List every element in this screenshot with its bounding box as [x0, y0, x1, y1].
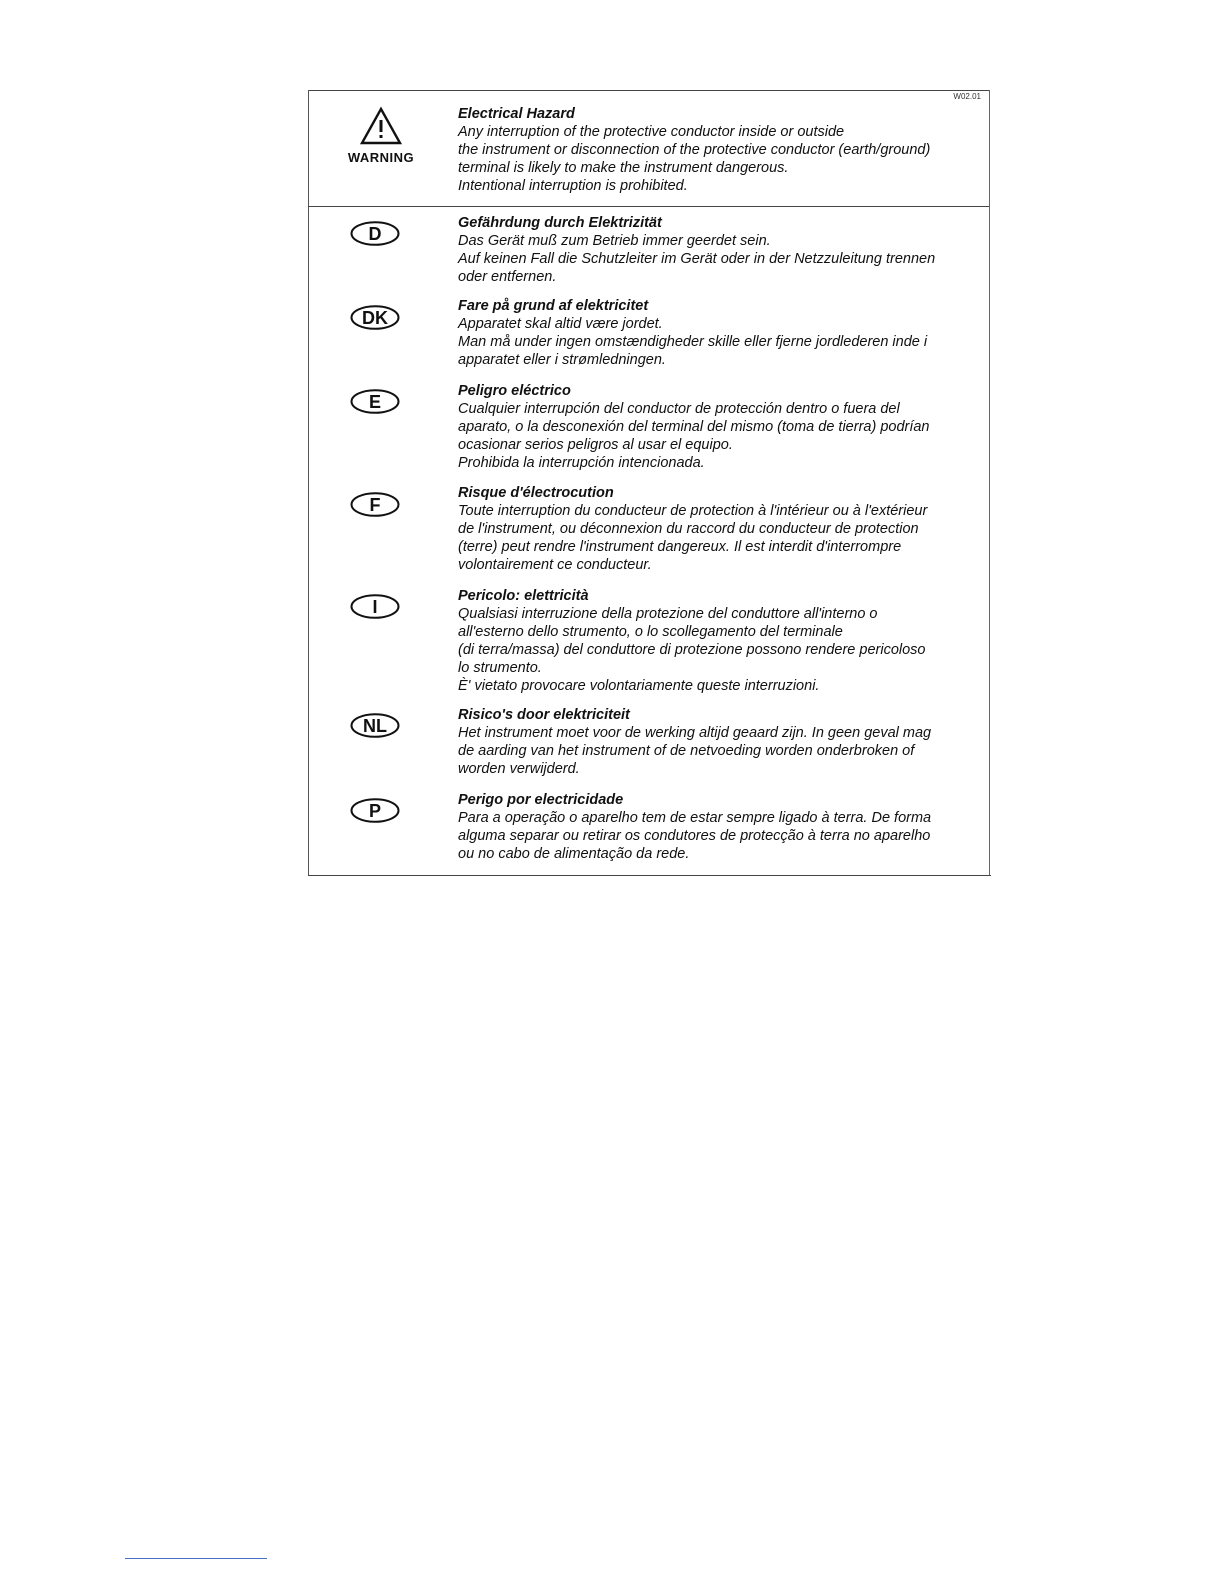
frame-bottom-rule	[308, 875, 991, 876]
language-code: E	[368, 392, 382, 412]
language-badge-i	[350, 594, 400, 619]
language-title: Risico's door elektriciteit	[458, 707, 630, 723]
language-title: Risque d'électrocution	[458, 485, 614, 501]
language-badge-e	[350, 389, 400, 414]
frame-top-rule	[308, 90, 989, 91]
language-badge-d	[350, 221, 400, 246]
language-title: Perigo por electricidade	[458, 792, 624, 808]
language-code: P	[368, 801, 382, 821]
language-code: I	[372, 597, 378, 617]
frame-left-rule	[308, 90, 309, 876]
language-code: F	[369, 495, 381, 515]
footnote-separator	[125, 1558, 267, 1559]
language-body: Toute interruption du conducteur de protection à l'intérieur ou à l'extérieur de l'instrument, ou déconnexion du raccord du conducteur de protection (terre) peut rendre l'instrument dangereux. Il est interdit d'interrompre volontairement ce conducteur.	[458, 503, 928, 573]
language-title: Pericolo: elettricità	[458, 588, 589, 604]
language-block-d	[458, 214, 983, 286]
language-badge-f	[350, 492, 400, 517]
language-body: Para a operação o aparelho tem de estar sempre ligado à terra. De forma alguma separar ou retirar os condutores de protecção à terra no aparelho ou no cabo de alimentação da rede.	[458, 810, 932, 862]
language-title: Fare på grund af elektricitet	[458, 298, 649, 314]
language-badge-nl	[350, 713, 400, 738]
section-divider	[308, 206, 989, 207]
warning-symbol	[336, 106, 426, 165]
language-badge-p	[350, 798, 400, 823]
language-block-e	[458, 382, 983, 472]
language-body: Het instrument moet voor de werking altijd geaard zijn. In geen geval mag de aarding van het instrument of de netvoeding worden onderbroken of worden verwijderd.	[458, 725, 932, 777]
language-code: NL	[363, 716, 387, 736]
language-body: Das Gerät muß zum Betrieb immer geerdet sein. Auf keinen Fall die Schutzleiter im Gerät oder in der Netzzuleitung trennen oder entfernen.	[458, 233, 936, 285]
safety-notice-page	[308, 90, 991, 876]
language-title: Peligro eléctrico	[458, 383, 571, 399]
warning-text-block	[458, 105, 983, 195]
language-body: Apparatet skal altid være jordet. Man må under ingen omstændigheder skille eller fjerne jordlederen inde i apparatet eller i strømledningen.	[458, 316, 928, 368]
language-block-p	[458, 791, 983, 863]
warning-triangle-icon	[359, 106, 403, 146]
warning-label: WARNING	[347, 150, 415, 165]
language-badge-dk	[350, 305, 400, 330]
warning-body: Any interruption of the protective conductor inside or outside the instrument or disconnection of the protective conductor (earth/ground) terminal is likely to make the instrument dangerous. Intentional interruption is prohibited.	[458, 124, 931, 194]
language-block-f	[458, 484, 983, 574]
language-body: Qualsiasi interruzione della protezione del conduttore all'interno o all'esterno dello strumento, o lo scollegamento del terminale (di terra/massa) del conduttore di protezione possono rendere pericoloso lo strumento. È' vietato provocare volontariamente queste interruzioni.	[458, 606, 926, 694]
language-block-i	[458, 587, 983, 695]
language-block-dk	[458, 297, 983, 369]
language-code: D	[368, 224, 382, 244]
language-title: Gefährdung durch Elektrizität	[458, 215, 662, 231]
language-body: Cualquier interrupción del conductor de protección dentro o fuera del aparato, o la desconexión del terminal del mismo (toma de tierra) podrían ocasionar serios peligros al usar el equipo. Prohibida la interrupción intencionada.	[458, 401, 930, 471]
document-code: W02.01	[953, 92, 981, 101]
language-block-nl	[458, 706, 983, 778]
warning-title: Electrical Hazard	[458, 106, 575, 122]
language-code: DK	[362, 308, 388, 328]
frame-right-rule	[989, 90, 990, 876]
